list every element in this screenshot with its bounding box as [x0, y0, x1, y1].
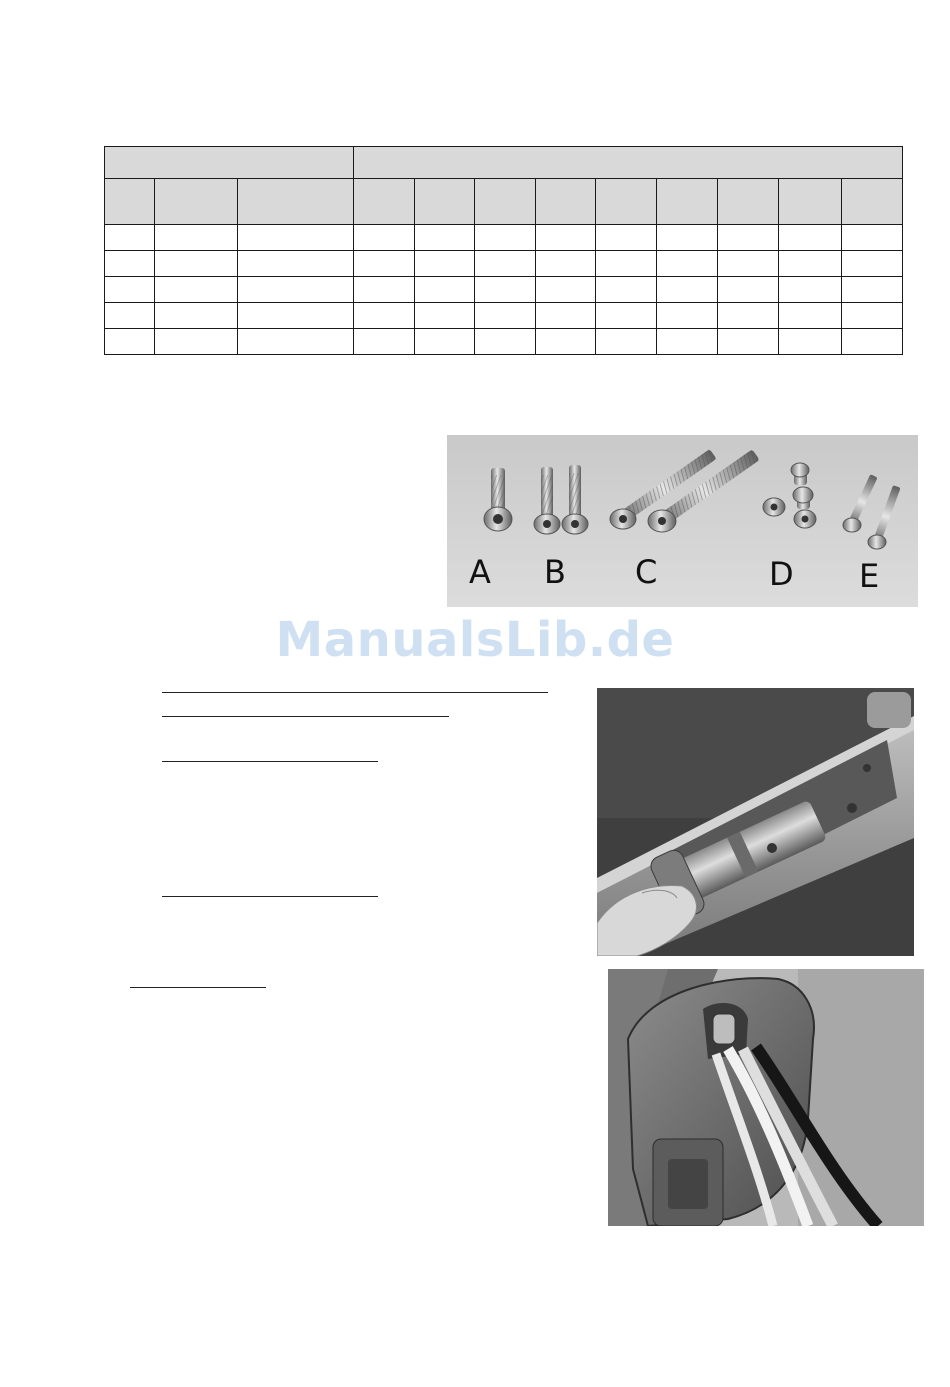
screw-label-a: A [469, 553, 491, 591]
screw-label-e: E [859, 557, 880, 595]
table-cell [155, 251, 238, 277]
table-row [105, 303, 903, 329]
table-cell [475, 329, 536, 355]
table-cell [657, 251, 718, 277]
table-cell [105, 329, 155, 355]
column-header-cell [415, 179, 475, 225]
underline-rule [162, 896, 378, 897]
table-column-header-row [105, 179, 903, 225]
table-cell [475, 277, 536, 303]
screw-label-d: D [769, 555, 794, 593]
end-cap-cable-photo [608, 969, 924, 1226]
table-cell [475, 251, 536, 277]
table-cell [596, 303, 657, 329]
column-header-cell [354, 179, 415, 225]
table-cell [415, 303, 475, 329]
table-cell [354, 225, 415, 251]
screw-label-b: B [544, 553, 566, 591]
table-cell [238, 277, 354, 303]
table-group-header-row [105, 147, 903, 179]
column-header-cell [779, 179, 842, 225]
table-cell [779, 277, 842, 303]
table-cell [415, 225, 475, 251]
table-cell [415, 277, 475, 303]
table-cell [536, 329, 596, 355]
column-header-cell [718, 179, 779, 225]
table-cell [718, 277, 779, 303]
table-cell [238, 225, 354, 251]
table-cell [842, 251, 903, 277]
table-cell [596, 329, 657, 355]
table-cell [105, 225, 155, 251]
column-header-cell [657, 179, 718, 225]
table-cell [238, 303, 354, 329]
table-cell [718, 329, 779, 355]
table-cell [842, 329, 903, 355]
table-cell [718, 225, 779, 251]
table-cell [105, 251, 155, 277]
underline-rule [162, 716, 449, 717]
table-cell [354, 303, 415, 329]
table-cell [536, 303, 596, 329]
table-cell [842, 225, 903, 251]
table-cell [105, 303, 155, 329]
screws-photo [447, 435, 918, 607]
table-cell [475, 303, 536, 329]
table-cell [718, 251, 779, 277]
table-row [105, 329, 903, 355]
table-cell [536, 251, 596, 277]
table-cell [536, 225, 596, 251]
column-header-cell [105, 179, 155, 225]
table-cell [779, 225, 842, 251]
underline-rule [130, 987, 266, 988]
table-cell [238, 329, 354, 355]
table-cell [354, 251, 415, 277]
table-cell [475, 225, 536, 251]
table-cell [155, 329, 238, 355]
column-header-cell [238, 179, 354, 225]
table-cell [354, 277, 415, 303]
column-header-cell [536, 179, 596, 225]
table-cell [155, 303, 238, 329]
motor-installation-photo [597, 688, 914, 956]
screw-spec-table [104, 146, 903, 355]
table-cell [155, 277, 238, 303]
table-cell [779, 329, 842, 355]
underline-rule [162, 692, 548, 693]
table-cell [657, 329, 718, 355]
group-header-cell [354, 147, 903, 179]
group-header-cell [105, 147, 354, 179]
table-cell [718, 303, 779, 329]
table-cell [596, 277, 657, 303]
column-header-cell [596, 179, 657, 225]
table-cell [354, 329, 415, 355]
table-cell [155, 225, 238, 251]
table-cell [657, 277, 718, 303]
table-cell [415, 329, 475, 355]
screw-label-c: C [635, 553, 658, 591]
underline-rule [162, 761, 378, 762]
table-cell [657, 303, 718, 329]
table-cell [415, 251, 475, 277]
watermark: ManualsLib.de [275, 612, 675, 668]
table-row [105, 277, 903, 303]
table-cell [105, 277, 155, 303]
table-row [105, 225, 903, 251]
column-header-cell [475, 179, 536, 225]
table-cell [779, 251, 842, 277]
table-cell [596, 251, 657, 277]
column-header-cell [842, 179, 903, 225]
table-cell [238, 251, 354, 277]
table-cell [779, 303, 842, 329]
table-cell [536, 277, 596, 303]
table-cell [657, 225, 718, 251]
table-row [105, 251, 903, 277]
table-cell [842, 277, 903, 303]
table-cell [842, 303, 903, 329]
column-header-cell [155, 179, 238, 225]
table-cell [596, 225, 657, 251]
